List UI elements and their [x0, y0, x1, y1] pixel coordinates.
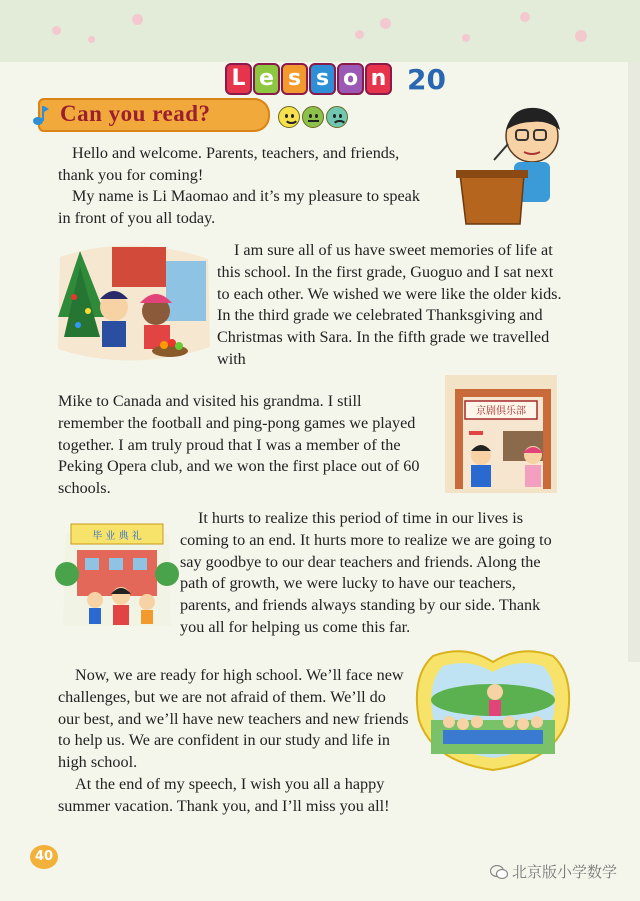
watermark — [490, 861, 617, 882]
lesson-letter: o — [337, 63, 364, 95]
smile-icon[interactable] — [278, 106, 300, 128]
paragraph-farewell: It hurts to realize this period of time in our lives is coming to an end. It hurts more to realize we are going to say goodbye to our dear teachers and friends. Along the path of growth, we were lucky to have our teachers, parents, and friends always standing by our side. Thank you all for helping us come this far. — [180, 509, 552, 636]
section-banner — [38, 98, 270, 132]
paragraph-memories-top: I am sure all of us have sweet memories of life at this school. In the first grade, Guoguo and I sat next to each other. We wished we were like the older kids. In the third grade we celebrated Thanksgiving and Christmas with Sara. In the fifth grade we travelled with — [217, 241, 562, 368]
christmas-illustration — [52, 237, 214, 367]
opera-club-illustration — [441, 371, 561, 497]
lesson-letter: e — [253, 63, 280, 95]
music-note-icon — [32, 104, 50, 126]
class-photo-illustration — [413, 650, 573, 774]
lesson-letter: s — [309, 63, 336, 95]
section-title: Can you read? — [60, 101, 211, 126]
paragraph-greeting: Hello and welcome. Parents, teachers, and friends, thank you for coming! — [58, 144, 400, 184]
watermark-text: 北京版小学数学 — [512, 863, 618, 881]
graduation-illustration — [55, 516, 179, 634]
lesson-heading — [225, 62, 446, 96]
rating-faces — [278, 106, 348, 128]
graduation-sign-text: 毕 业 典 礼 — [92, 531, 142, 542]
page-edge — [628, 62, 640, 662]
page-number: 40 — [30, 845, 58, 869]
lesson-letter: s — [281, 63, 308, 95]
top-decor-band — [0, 0, 640, 62]
club-sign-text: 京剧俱乐部 — [476, 406, 526, 417]
paragraph-memories-bottom: Mike to Canada and visited his grandma. I still remember the football and ping-pong games we played together. I am truly proud that I was a member of the Peking Opera club, and we won the first place out of 60 schools. — [58, 392, 420, 498]
lesson-letter: n — [365, 63, 392, 95]
paragraph-introduction: My name is Li Maomao and it’s my pleasure to speak in front of you all today. — [58, 187, 420, 227]
lesson-letter: L — [225, 63, 252, 95]
speaker-illustration — [452, 100, 572, 230]
sad-face-icon[interactable] — [326, 106, 348, 128]
wechat-icon — [490, 865, 508, 879]
neutral-face-icon[interactable] — [302, 106, 324, 128]
paragraph-future: Now, we are ready for high school. We’ll face new challenges, but we are not afraid of them. We’ll do our best, and we’ll have new teachers and new friends to help us. We are confident in our study and life in high school. — [58, 666, 409, 772]
lesson-number: 20 — [407, 62, 446, 96]
paragraph-closing: At the end of my speech, I wish you all a happy summer vacation. Thank you, and I’ll miss you all! — [58, 775, 390, 815]
